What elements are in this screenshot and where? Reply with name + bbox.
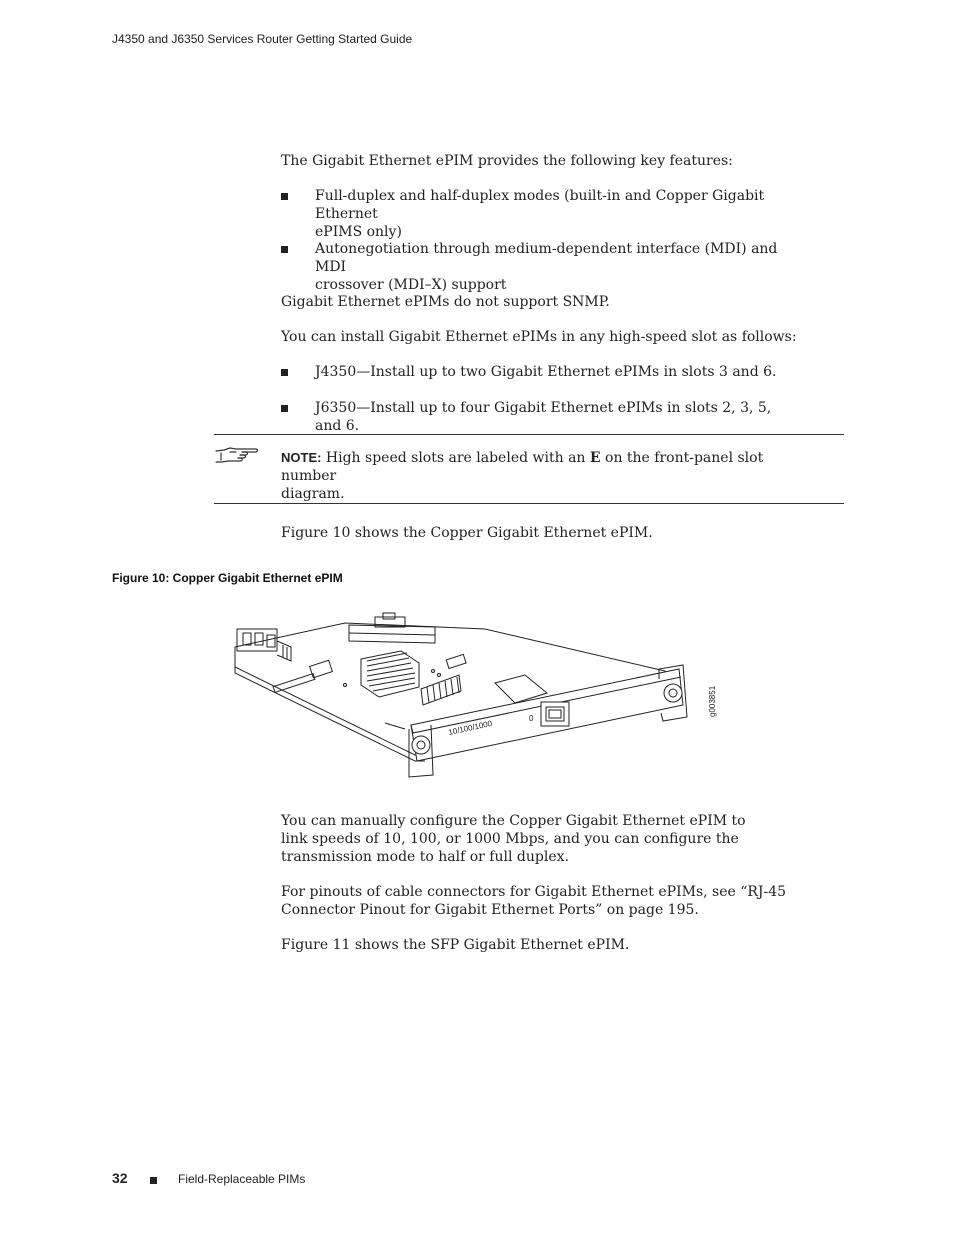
note-top-rule [214, 434, 844, 435]
feature-item: Autonegotiation through medium-dependent interface (MDI) and MDI crossover (MDI–X) support [281, 240, 801, 294]
graphic-id-label: g003851 [708, 685, 717, 717]
pointing-hand-icon [214, 445, 260, 471]
bullet-icon [281, 369, 288, 376]
pinout-paragraph: For pinouts of cable connectors for Gigabit Ethernet ePIMs, see “RJ-45 Connector Pinout for Gigabit Ethernet Ports” on page 195. [281, 884, 787, 918]
footer-bullet-icon [150, 1177, 157, 1184]
snmp-paragraph: Gigabit Ethernet ePIMs do not support SNMP. [281, 294, 610, 310]
epim-illustration [225, 605, 725, 783]
intro-paragraph: The Gigabit Ethernet ePIM provides the following key features: [281, 153, 733, 169]
note-label: NOTE: [281, 450, 322, 465]
running-header: J4350 and J6350 Services Router Getting Started Guide [112, 32, 413, 46]
install-intro-paragraph: You can install Gigabit Ethernet ePIMs in any high-speed slot as follows: [281, 329, 797, 345]
feature-item: Full-duplex and half-duplex modes (built-in and Copper Gigabit Ethernet ePIMS only) [281, 187, 801, 241]
bullet-icon [281, 246, 288, 253]
figure-caption: Figure 10: Copper Gigabit Ethernet ePIM [112, 571, 343, 585]
figure-reference: Figure 10 shows the Copper Gigabit Ethernet ePIM. [281, 525, 653, 541]
install-item: J6350—Install up to four Gigabit Ethernet ePIMs in slots 2, 3, 5, and 6. [281, 399, 801, 435]
bullet-icon [281, 405, 288, 412]
bullet-icon [281, 193, 288, 200]
figure-11-reference: Figure 11 shows the SFP Gigabit Ethernet ePIM. [281, 937, 630, 953]
port-number-label: 0 [529, 714, 534, 723]
config-paragraph: You can manually configure the Copper Gigabit Ethernet ePIM to link speeds of 10, 100, or 1000 Mbps, and you can configure the transmission mode to half or full duplex. [281, 813, 746, 865]
install-item: J4350—Install up to two Gigabit Ethernet ePIMs in slots 3 and 6. [281, 363, 801, 381]
port-speed-label: 10/100/1000 [447, 718, 493, 737]
page-number: 32 [112, 1170, 128, 1186]
note-block: NOTE: High speed slots are labeled with an E on the front-panel slot number diagram. [281, 450, 764, 502]
note-bottom-rule [214, 503, 844, 504]
footer-section-title: Field-Replaceable PIMs [178, 1172, 306, 1186]
